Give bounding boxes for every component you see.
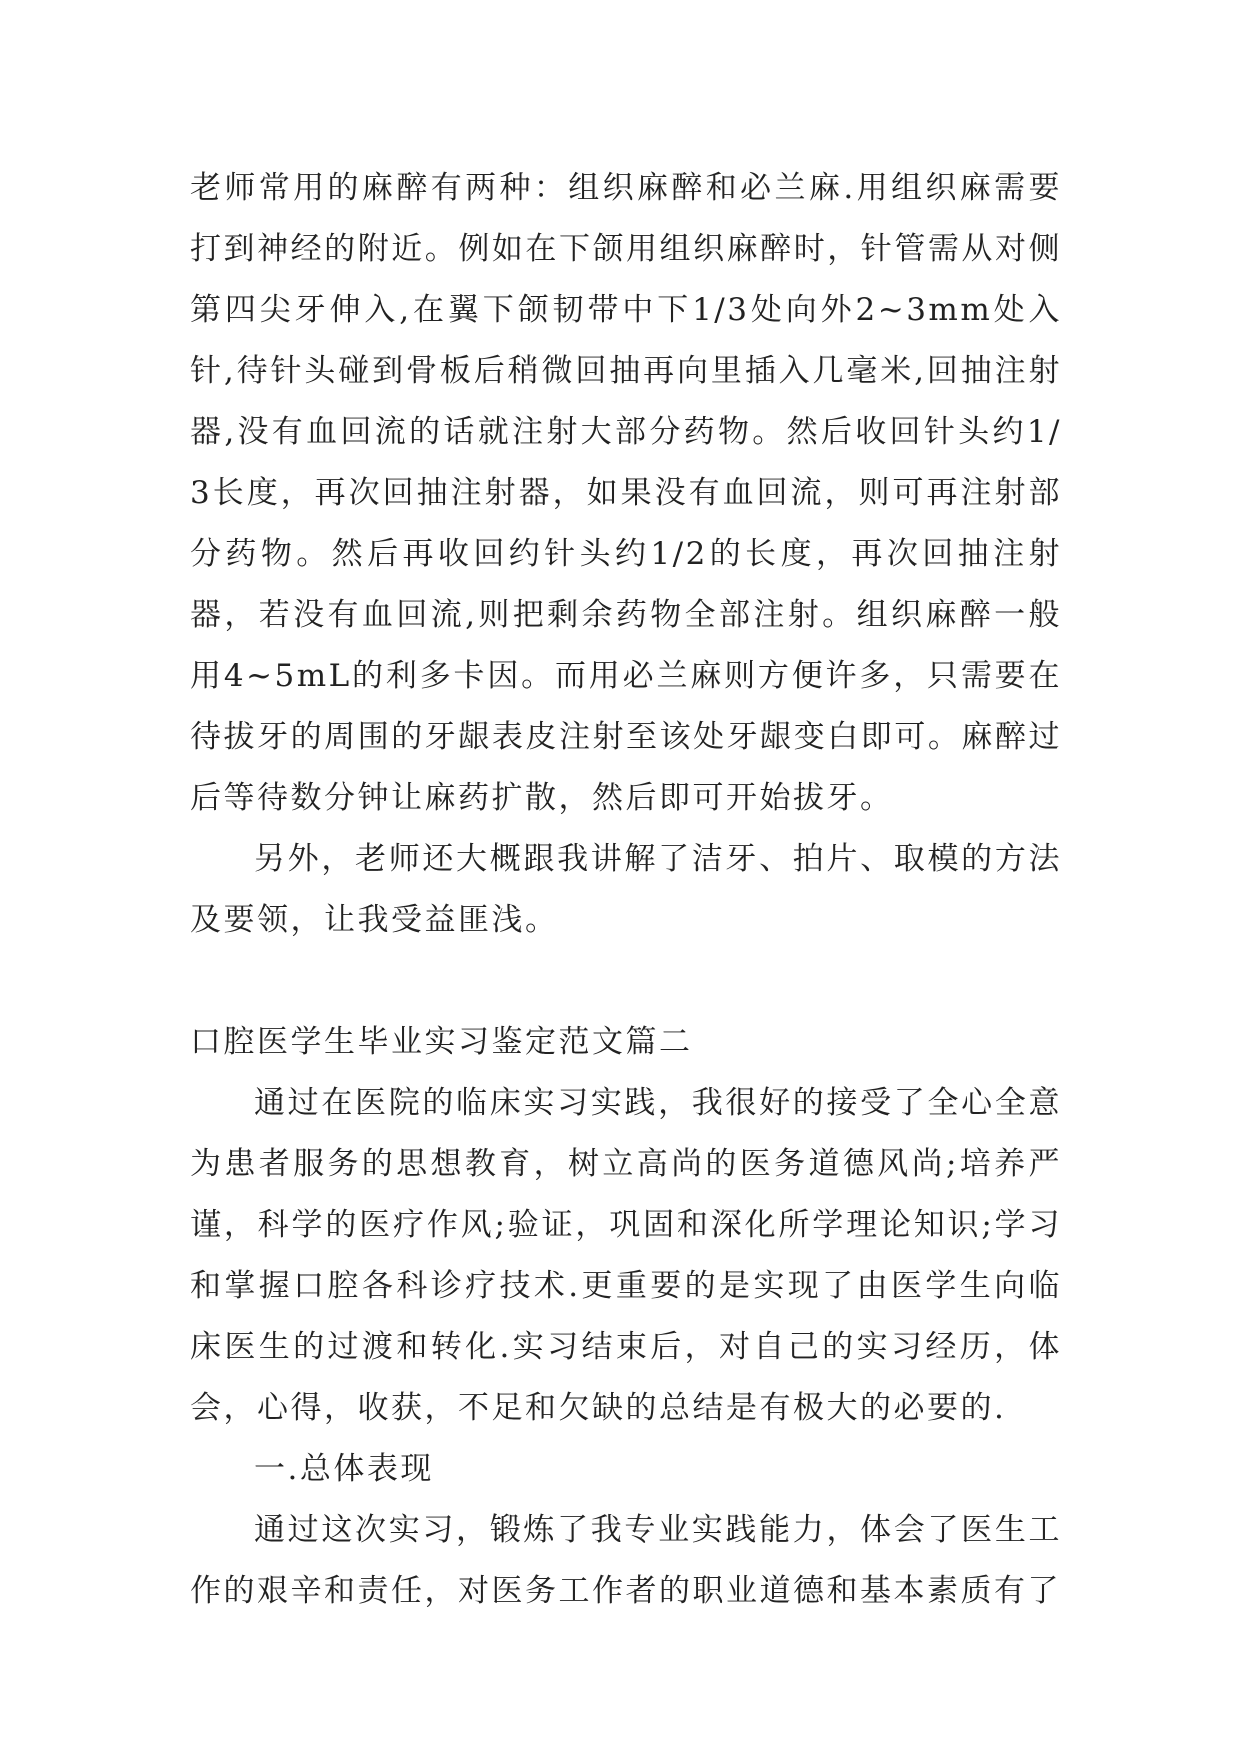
paragraph-overall-performance: 通过这次实习，锻炼了我专业实践能力，体会了医生工作的艰辛和责任，对医务工作者的职业道德和基本素质有了	[190, 1512, 1062, 1609]
paragraph-anesthesia-methods: 老师常用的麻醉有两种：组织麻醉和必兰麻.用组织麻需要打到神经的附近。例如在下颌用组织麻醉时，针管需从对侧第四尖牙伸入,在翼下颌韧带中下1/3处向外2~3mm处入针,待针头碰到骨板后稍微回抽再向里插入几毫米,回抽注射器,没有血回流的话就注射大部分药物。然后收回针头约1/3长度，再次回抽注射器，如果没有血回流，则可再注射部分药物。然后再收回约针头约1/2的长度，再次回抽注射器，若没有血回流,则把剩余药物全部注射。组织麻醉一般用4~5mL的利多卡因。而用必兰麻则方便许多，只需要在待拔牙的周围的牙龈表皮注射至该处牙龈变白即可。麻醉过后等待数分钟让麻药扩散，然后即可开始拔牙。	[190, 170, 1062, 816]
sub-heading-overall-performance: 一.总体表现	[254, 1451, 434, 1487]
section-title: 口腔医学生毕业实习鉴定范文篇二	[190, 1024, 693, 1060]
paragraph-other-skills: 另外，老师还大概跟我讲解了洁牙、拍片、取模的方法及要领，让我受益匪浅。	[190, 841, 1062, 938]
section-spacer	[190, 951, 1062, 1012]
paragraph-internship-summary: 通过在医院的临床实习实践，我很好的接受了全心全意为患者服务的思想教育，树立高尚的医务道德风尚;培养严谨，科学的医疗作风;验证，巩固和深化所学理论知识;学习和掌握口腔各科诊疗技术.更重要的是实现了由医学生向临床医生的过渡和转化.实习结束后，对自己的实习经历，体会，心得，收获，不足和欠缺的总结是有极大的必要的.	[190, 1085, 1062, 1426]
document-body	[190, 158, 1062, 1622]
